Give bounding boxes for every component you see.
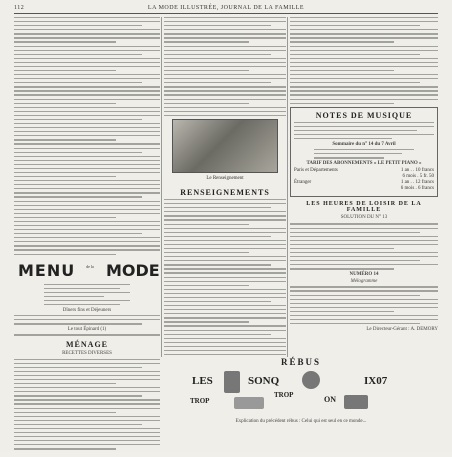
rebus-block — [164, 357, 438, 439]
renseignements-text — [164, 199, 286, 357]
rebus-picture — [184, 369, 418, 415]
loisir-text — [290, 223, 438, 269]
column-right — [290, 17, 438, 357]
rebus-figure — [344, 395, 368, 409]
numero-title: NUMÉRO 14 — [349, 272, 379, 278]
rebus-glyph: TROP — [274, 391, 294, 399]
column-divider-2 — [287, 17, 288, 357]
header-rule — [14, 13, 438, 14]
menu-logo-left: MENU — [18, 260, 76, 280]
column-middle — [164, 17, 286, 357]
page-number: 112 — [14, 5, 25, 11]
numero-subtitle: Mélogramme — [350, 279, 378, 285]
column-middle-text — [164, 17, 286, 116]
tarif-row: 6 mois . 5 fr. 50 — [402, 174, 434, 180]
menu-mode-logo — [14, 261, 160, 281]
loisir-title: LES HEURES DE LOISIR DE LA FAMILLE — [306, 201, 422, 214]
rebus-figure — [302, 371, 320, 389]
menage-subtitle: RECETTES DIVERSES — [62, 350, 112, 356]
menage-title: MÉNAGE — [66, 339, 108, 349]
menage-text — [14, 359, 160, 450]
rebus-title: RÉBUS — [280, 357, 321, 367]
music-sommaire: Sommaire du n° 14 du 7 Avril — [332, 142, 396, 148]
column-right-text — [290, 17, 438, 104]
journal-title: LA MODE ILLUSTRÉE, JOURNAL DE LA FAMILLE — [147, 5, 305, 11]
menu-logo-middle: de la — [86, 263, 94, 269]
engraving-illustration — [172, 119, 278, 182]
menu-logo-right: MODE — [106, 260, 160, 280]
column-divider-1 — [161, 17, 162, 357]
column-left — [14, 17, 160, 457]
rebus-glyph: SONQ — [248, 375, 280, 387]
rebus-glyph: LES — [192, 375, 213, 387]
menu-list — [44, 284, 130, 306]
sommaire-list — [314, 149, 414, 158]
tarif-table — [294, 168, 434, 191]
numero-text — [290, 286, 438, 324]
music-notes-text — [294, 122, 434, 140]
music-notes-title: NOTES DE MUSIQUE — [315, 110, 413, 120]
menu-footnote — [14, 334, 160, 335]
renseignements-title: RENSEIGNEMENTS — [180, 188, 270, 198]
menu-caption: Dîners fins et Déjeuners — [62, 308, 112, 314]
rebus-figure — [224, 371, 240, 393]
menu-line: Le tout Épinard (1) — [67, 327, 107, 333]
article-text-block — [14, 17, 160, 255]
director-signature: Le Directeur-Gérant : A. DEMORY — [366, 327, 438, 333]
rebus-caption: Explication du précédent rébus : Celui qui est seul en ce monde... — [235, 419, 367, 424]
tarif-row: Étranger 1 an . . 12 francs — [294, 180, 434, 186]
menu-text — [14, 315, 160, 324]
rebus-glyph: TROP — [190, 397, 210, 405]
tarif-title: TARIF DES ABONNEMENTS « LE PETIT PIANO » — [306, 161, 422, 167]
rebus-glyph: IX07 — [364, 375, 388, 387]
loisir-subtitle: SOLUTION DU N° 13 — [340, 215, 388, 221]
rebus-glyph: ON — [324, 395, 336, 404]
rebus-figure — [234, 397, 264, 409]
tarif-row: Paris et Départements 1 an . . 10 francs — [294, 168, 434, 174]
illustration-caption: Le Renseignement — [206, 176, 244, 182]
tarif-row: 6 mois . 6 francs — [400, 186, 434, 192]
music-notes-box — [290, 107, 438, 198]
